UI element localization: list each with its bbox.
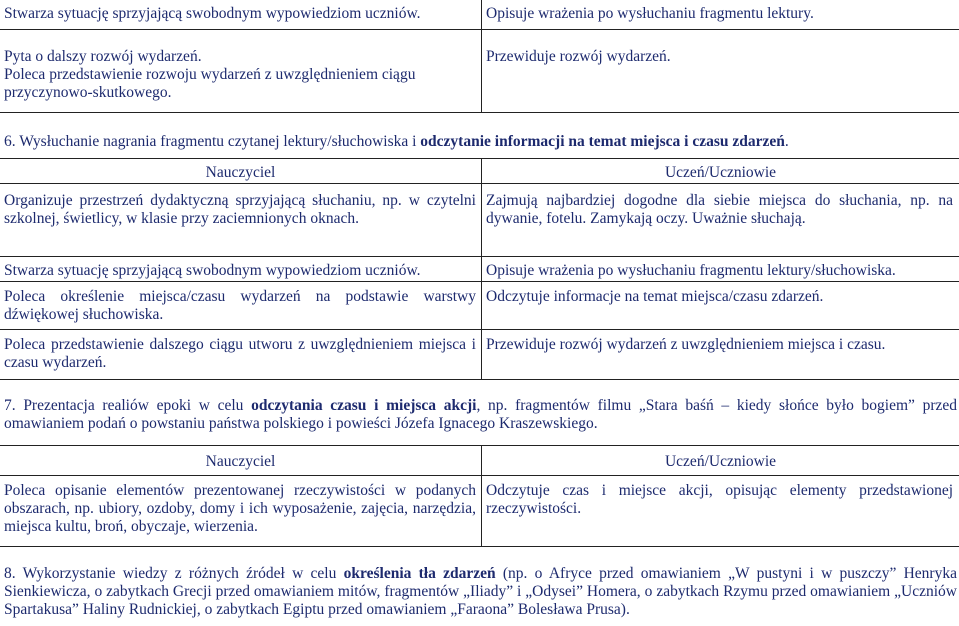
t7-header-teacher: Nauczyciel [205,453,276,470]
t6-row1-right: Zajmują najbardziej dogodne dla siebie miejsca do słuchania, np. na dywanie, fotelu. Zamykają oczy. Uważnie słuchają. [486,192,953,227]
section-7-paragraph: 7. Prezentacja realiów epoki w celu odczytania czasu i miejsca akcji, np. fragmentów filmu „Stara baśń – kiedy słońce było bogiem” przed omawianiem podań o powstaniu państwa polskiego i powieści Józefa Ignacego Kraszewskiego. [4,397,957,432]
t6-header-students: Uczeń/Uczniowie [664,164,777,181]
t0-row2-left: Pyta o dalszy rozwój wydarzeń. Poleca przedstawienie rozwoju wydarzeń z uwzględnieniem ciągu przyczynowo-skutkowego. [4,48,416,101]
t6-row4-right: Przewiduje rozwój wydarzeń z uwzględnieniem miejsca i czasu. [486,336,886,353]
section-6-heading-bold: odczytanie informacji na temat miejsca i czasu zdarzeń [420,133,785,150]
section-6-heading: 6. Wysłuchanie nagrania fragmentu czytanej lektury/słuchowiska i odczytanie informacji na temat miejsca i czasu zdarzeń. [4,133,789,150]
t6-row3-left: Poleca określenie miejsca/czasu wydarzeń na podstawie warstwy dźwiękowej słuchowiska. [4,288,476,323]
t6-row4-left: Poleca przedstawienie dalszego ciągu utworu z uwzględnieniem miejsca i czasu wydarzeń. [4,336,476,371]
t0-row1-left: Stwarza sytuację sprzyjającą swobodnym wypowiedziom uczniów. [4,5,421,22]
t6-row1-left: Organizuje przestrzeń dydaktyczną sprzyjającą słuchaniu, np. w czytelni szkolnej, świetlicy, w klasie przy zaciemnionych oknach. [4,192,476,227]
t6-row3-right: Odczytuje informacje na temat miejsca/czasu zdarzeń. [486,288,824,305]
t7-row1-right: Odczytuje czas i miejsce akcji, opisując elementy przedstawionej rzeczywistości. [486,482,953,517]
section-8-paragraph: 8. Wykorzystanie wiedzy z różnych źródeł w celu określenia tła zdarzeń (np. o Afryce przed omawianiem „W pustyni i w puszczy” Henryka Sienkiewicza, o zabytkach Grecji przed omawianiem mitów, fragmentów „Iliady” i „Odysei” Homera, o zabytkach Rzymu przed omawianiem „Uczniów Spartakusa” Haliny Rudnickiej, o zabytkach Egiptu przed omawianiem „Faraona” Bolesława Prusa). [4,565,957,618]
t7-header-students: Uczeń/Uczniowie [664,453,777,470]
t6-header-teacher: Nauczyciel [205,164,276,181]
t7-row1-left: Poleca opisanie elementów prezentowanej rzeczywistości w podanych obszarach, np. ubiory, ozdoby, domy i ich wyposażenie, zajęcia, narzędzia, miejsca kultu, broń, obyczaje, wierzenia. [4,482,476,535]
section-7-paragraph-bold: odczytania czasu i miejsca akcji [251,397,477,414]
t6-row2-right: Opisuje wrażenia po wysłuchaniu fragmentu lektury/słuchowiska. [486,262,896,279]
t0-row1-right: Opisuje wrażenia po wysłuchaniu fragmentu lektury. [486,5,814,22]
section-8-paragraph-bold: określenia tła zdarzeń [343,565,496,582]
t6-row2-left: Stwarza sytuację sprzyjającą swobodnym wypowiedziom uczniów. [4,262,421,279]
t0-row2-right: Przewiduje rozwój wydarzeń. [486,48,671,65]
